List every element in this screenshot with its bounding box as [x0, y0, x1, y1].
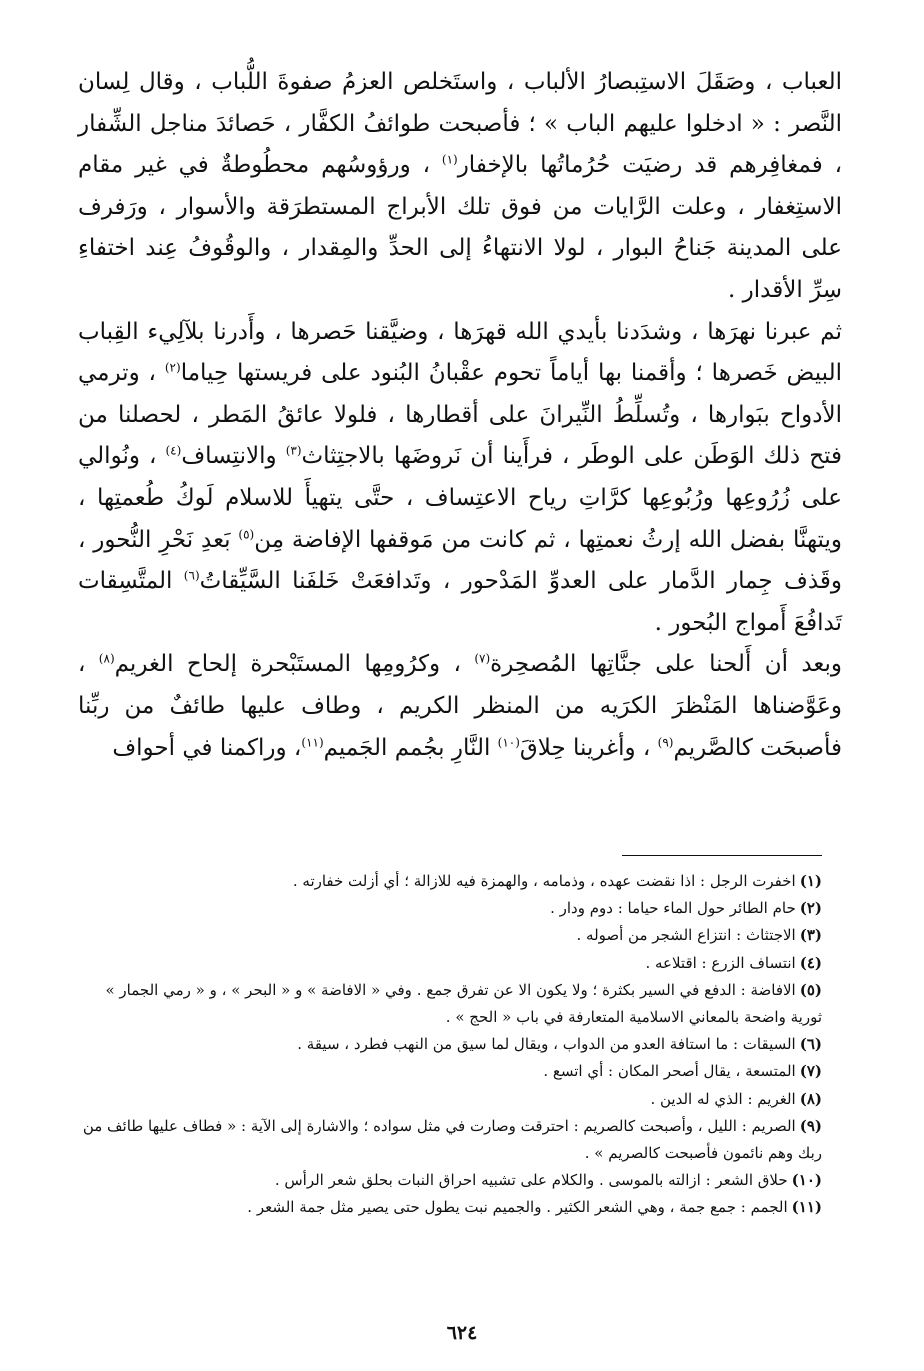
footnote: [80, 868, 822, 895]
footnote-separator: [622, 855, 822, 856]
body-paragraph: [78, 644, 842, 769]
footnote: [80, 922, 822, 949]
footnote-text: المتسعة ، يقال أصحر المكان : أي اتسع .: [543, 1062, 796, 1081]
body-text: ، وعَوَّضناها المَنْظرَ الكرَيه من المنظر الكريم ، وطاف عليها طائفٌ من ربِّنا فأصبحَت كالصَّريم: [78, 651, 842, 761]
footnote-reference: (١١): [301, 734, 324, 749]
footnote-reference: (٩): [657, 734, 674, 749]
footnote-number: (٨): [799, 1089, 822, 1108]
footnote-text: اخفرت الرجل : اذا نقضت عهده ، وذمامه ، والهمزة فيه للازالة ؛ أي أزلت خفارته .: [292, 872, 796, 890]
body-text: ، وترمي الأدواح ببَوارها ، وتُسلِّطُ النِّيرانَ على أقطارها ، فلولا عائقُ المَطر ، لحصلنا من فتح ذلك الوَطَن على الوطَر ، فرأَينا أن نَروضَها بالاجتِثاث: [78, 360, 842, 470]
footnote-text: حام الطائر حول الماء حياما : دوم ودار .: [550, 899, 796, 918]
footnote-text: الاجتثاث : انتزاع الشجر من أصوله .: [576, 926, 796, 945]
body-text: ، وكرُومِها المستَبْحرة إلحاح الغريم: [114, 651, 475, 678]
footnote-number: (٤): [799, 953, 822, 972]
footnote-reference: (١): [441, 152, 458, 167]
footnote: [80, 1194, 822, 1221]
body-text: العباب ، وصَقَلَ الاستِبصارُ الألباب ، واستَخلص العزمُ صفوةَ اللُّباب ، وقال لِسان النَّصر : « ادخلوا عليهم الباب » ؛ فأصبحت طوائفُ الكفَّار ، حَصائدَ مناجل الشِّفار ، فمغافِرهم قد رضيَت حُرُماتُها بالإخفار: [78, 69, 842, 179]
body-text: ، ورؤوسُهم محطُوطةٌ في غير مقام الاستِغفار ، وعلت الرَّايات من فوق تلك الأبراج المستطرَقة والأسوار ، ورَفرف على المدينة جَناحُ البوار ، لولا الانتهاءُ إلى الحدِّ والمِقدار ، والوقُوفُ عِند اختفاءِ سِرِّ الأقدار .: [78, 152, 842, 303]
footnote-number: (٩): [799, 1116, 822, 1135]
body-text: النَّارِ بجُمم الجَميم: [323, 734, 498, 761]
footnote-reference: (٣): [285, 443, 302, 458]
footnote-number: (١٠): [791, 1171, 822, 1190]
footnote-text: الغريم : الذي له الدين .: [650, 1089, 796, 1108]
footnote-reference: (٦): [183, 568, 200, 583]
footnote-reference: (٢): [164, 360, 181, 375]
footnote-number: (٣): [799, 926, 822, 945]
body-text: المتَّسِقات تَدافُعَ أَمواج البُحور .: [78, 568, 842, 636]
footnote-text: الجمم : جمع جمة ، وهي الشعر الكثير . والجميم نبت يطول حتى يصير مثل جمة الشعر .: [247, 1198, 788, 1217]
footnote-reference: (٥): [238, 526, 255, 541]
body-text: وبعد أن أَلحنا على جنَّاتِها المُصحِرة: [490, 651, 843, 678]
footnote: [80, 895, 822, 922]
footnote: [80, 1113, 822, 1167]
footnote-number: (١١): [791, 1198, 822, 1217]
footnote-reference: (٨): [98, 651, 115, 666]
footnote-text: السيقات : ما استافة العدو من الدواب ، ويقال لما سيق من النهب فطرد ، سيقة .: [297, 1035, 796, 1054]
footnote-number: (٧): [799, 1062, 822, 1081]
body-text: ، ونُوالي على زُرُوعِها ورُبُوعِها كرَّاتِ رياح الاعتِساف ، حتَّى يتهيأَ للاسلام لَوكُ طُعمتِها ، ويتهنَّا بفضل الله إرثُ نعمتِها ، ثم كانت من مَوقفها الإفاضة مِن: [78, 443, 842, 553]
page-number: ٦٢٤: [446, 1322, 478, 1344]
body-text: والانتِساف: [181, 443, 286, 470]
footnote-number: (٦): [799, 1035, 822, 1054]
footnote: [80, 1031, 822, 1058]
body-paragraph: [78, 312, 842, 645]
body-paragraph: [78, 62, 842, 312]
body-text: بَعدِ نَحْرِ النُّحور ، وقَذف جِمار الدَّمار على العدوِّ المَدْحور ، وتَدافعَتْ خَلفَنا السَّيِّقاتُ: [78, 526, 842, 595]
footnote-reference: (٤): [165, 443, 182, 458]
footnote: [80, 1167, 822, 1194]
footnote-number: (٥): [799, 980, 822, 999]
footnote: [80, 1086, 822, 1113]
footnote-number: (٢): [799, 899, 822, 918]
footnote-text: الصريم : الليل ، وأصبحت كالصريم : احترقت وصارت في مثل سواده ؛ والاشارة إلى الآية : « فطاف عليها طائف من ربك وهم نائمون فأصبحت كالصريم » .: [82, 1116, 822, 1163]
main-text: [78, 62, 842, 769]
footnote-text: انتساف الزرع : اقتلاعه .: [645, 953, 796, 972]
footnote: [80, 1058, 822, 1085]
footnote: [80, 977, 822, 1031]
footnote-reference: (١٠): [497, 734, 520, 749]
footnotes: [80, 868, 822, 1222]
body-text: ، وراكمنا في أحواف: [112, 734, 302, 761]
footnote-number: (١): [799, 872, 822, 890]
footnote-reference: (٧): [474, 651, 491, 666]
footnote: [80, 950, 822, 977]
footnote-text: حلاق الشعر : ازالته بالموسى . والكلام على تشبيه احراق النبات بحلق شعر الرأس .: [274, 1171, 788, 1190]
body-text: ، وأغرينا حِلاقَ: [519, 734, 658, 761]
body-text: ثم عبرنا نهرَها ، وشدَدنا بأيدي الله قهرَها ، وضيَّقنا حَصرها ، وأَدرنا بلآلِيء القِباب البيض خَصرها ؛ وأقمنا بها أياماً تحوم عقْبانُ البُنود على فريستها حِياما: [78, 318, 843, 387]
footnote-text: الافاضة : الدفع في السير بكثرة ؛ ولا يكون الا عن تفرق جمع . وفي « الافاضة » و « البحر » ، و « رمي الجمار » ثورية واضحة بالمعاني الاسلامية المتعارفة في باب « الحج » .: [105, 980, 822, 1027]
